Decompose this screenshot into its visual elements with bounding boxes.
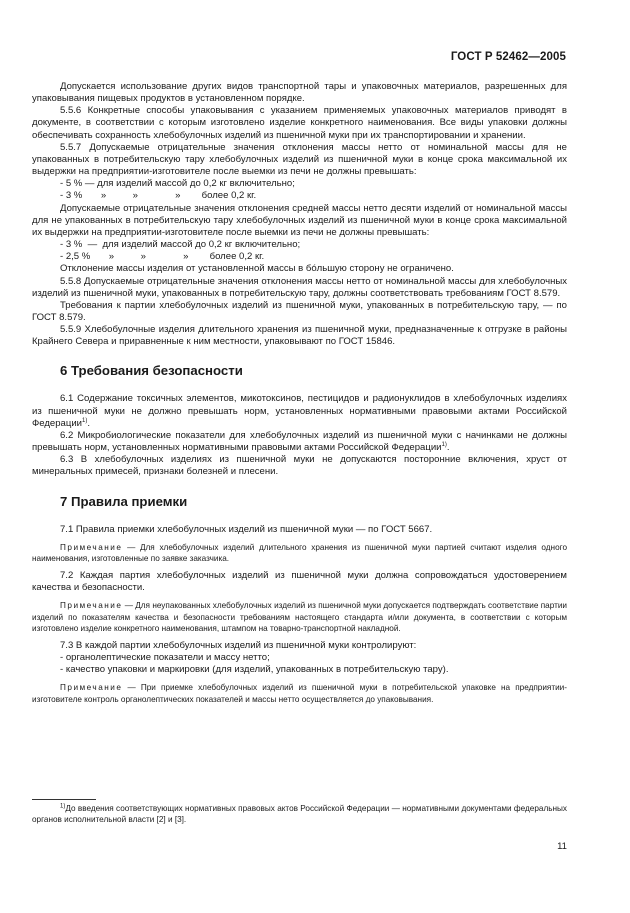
footnote-ref: 1) (82, 417, 88, 424)
list-item: - 2,5 % » » » более 0,2 кг. (60, 251, 265, 263)
paragraph: 6.2 Микробиологические показатели для хлебобулочных изделий из пшеничной муки с начинками не должны превышать норм, установленных нормативными правовыми актами Российской Федерации$^{1)}$. (32, 429, 567, 454)
section-heading: 6 Требования безопасности (60, 363, 243, 379)
paragraph: 7.2 Каждая партия хлебобулочных изделий из пшеничной муки должна сопровождаться удостоверением качества и безопасности. (32, 570, 567, 594)
paragraph: 5.5.8 Допускаемые отрицательные значения отклонения массы нетто от номинальной массы для хлебобулочных изделий из пшеничной муки, упакованных в потребительскую тару, должны соответствовать требованиям ГОСТ 8.579. (32, 275, 567, 299)
paragraph: 5.5.9 Хлебобулочные изделия длительного хранения из пшеничной муки, предназначенные к отгрузке в районы Крайнего Севера и приравненные к ним местности, упаковывают по ГОСТ 15846. (32, 324, 567, 348)
paragraph: Требования к партии хлебобулочных изделий из пшеничной муки, упакованных в потребительскую тару, — по ГОСТ 8.579. (32, 299, 567, 323)
paragraph: 6.3 В хлебобулочных изделиях из пшеничной муки не допускаются посторонние включения, хруст от минеральных примесей, признаки болезней и плесени. (32, 454, 567, 478)
list-item: - 5 % — для изделий массой до 0,2 кг включительно; (60, 178, 295, 190)
page-number: 11 (557, 841, 567, 852)
note: Примечание — Для неупакованных хлебобулочных изделий из пшеничной муки допускается подтверждать соответствие партии изделий по показателям качества и безопасности требованиям настоящего стандарта и/или документа, в соответствии с которым изготовлено изделие конкретного наименования, штампом на товарно-транспортной накладной. (32, 601, 567, 633)
list-item: - качество упаковки и маркировки (для изделий, упакованных в потребительскую тару). (60, 664, 449, 676)
list-item: - 3 % — для изделий массой до 0,2 кг включительно; (60, 239, 301, 251)
list-item: - органолептические показатели и массу нетто; (60, 652, 270, 664)
note: Примечание — При приемке хлебобулочных изделий из пшеничной муки в потребительской упаковке на предприятии-изготовителе контроль органолептических показателей и массы нетто осуществляется до упаковывания. (32, 683, 567, 704)
paragraph: 5.5.7 Допускаемые отрицательные значения отклонения массы нетто от номинальной массы для не упакованных в потребительскую тару хлебобулочных изделий из пшеничной муки в конце срока максимальной их выдержки на предприятии-изготовителе после выемки из печи не должны превышать: (32, 141, 567, 178)
page-header-standard: ГОСТ Р 52462—2005 (450, 51, 566, 63)
paragraph: Допускаемые отрицательные значения отклонения средней массы нетто десяти изделий от номинальной массы для не упакованных в потребительскую тару хлебобулочных изделий из пшеничной муки в конце срока максимальной их выдержки на предприятии-изготовителе после выемки из печи не должны превышать: (32, 202, 567, 238)
paragraph: 5.5.6 Конкретные способы упаковывания с указанием применяемых упаковочных материалов приводят в документе, в соответствии с которым изготовлено изделие конкретного наименования. Все виды упаковки должны обеспечивать сохранность хлебобулочных изделий из пшеничной муки при их транспортировании и хранении. (32, 105, 567, 141)
footnote-separator (32, 799, 96, 800)
document-body (32, 81, 567, 705)
note: Примечание — Для хлебобулочных изделий длительного хранения из пшеничной муки партией считают изделия одного наименования, изготовленные по заявке заказчика. (32, 542, 567, 563)
paragraph: Допускается использование других видов транспортной тары и упаковочных материалов, разрешенных для упаковывания пищевых продуктов в установленном порядке. (32, 81, 567, 105)
footnote: $^{1)}$До введения соответствующих нормативных правовых актов Российской Федерации — нормативными документами федеральных органов исполнительной власти [2] и [3]. (32, 803, 567, 825)
list-item: - 3 % » » » более 0,2 кг. (60, 190, 257, 202)
paragraph: Отклонение массы изделия от установленной массы в бóльшую сторону не ограничено. (60, 263, 454, 275)
footnote-ref: 1) (441, 441, 447, 448)
paragraph: 7.1 Правила приемки хлебобулочных изделий из пшеничной муки — по ГОСТ 5667. (60, 523, 433, 535)
paragraph: 7.3 В каждой партии хлебобулочных изделий из пшеничной муки контролируют: (60, 640, 417, 652)
section-heading: 7 Правила приемки (60, 493, 188, 509)
paragraph: 6.1 Содержание токсичных элементов, микотоксинов, пестицидов и радионуклидов в хлебобулочных изделиях из пшеничной муки не должно превышать норм, установленных нормативными правовыми актами Российской Федерации$^{1)}$. (32, 393, 567, 429)
